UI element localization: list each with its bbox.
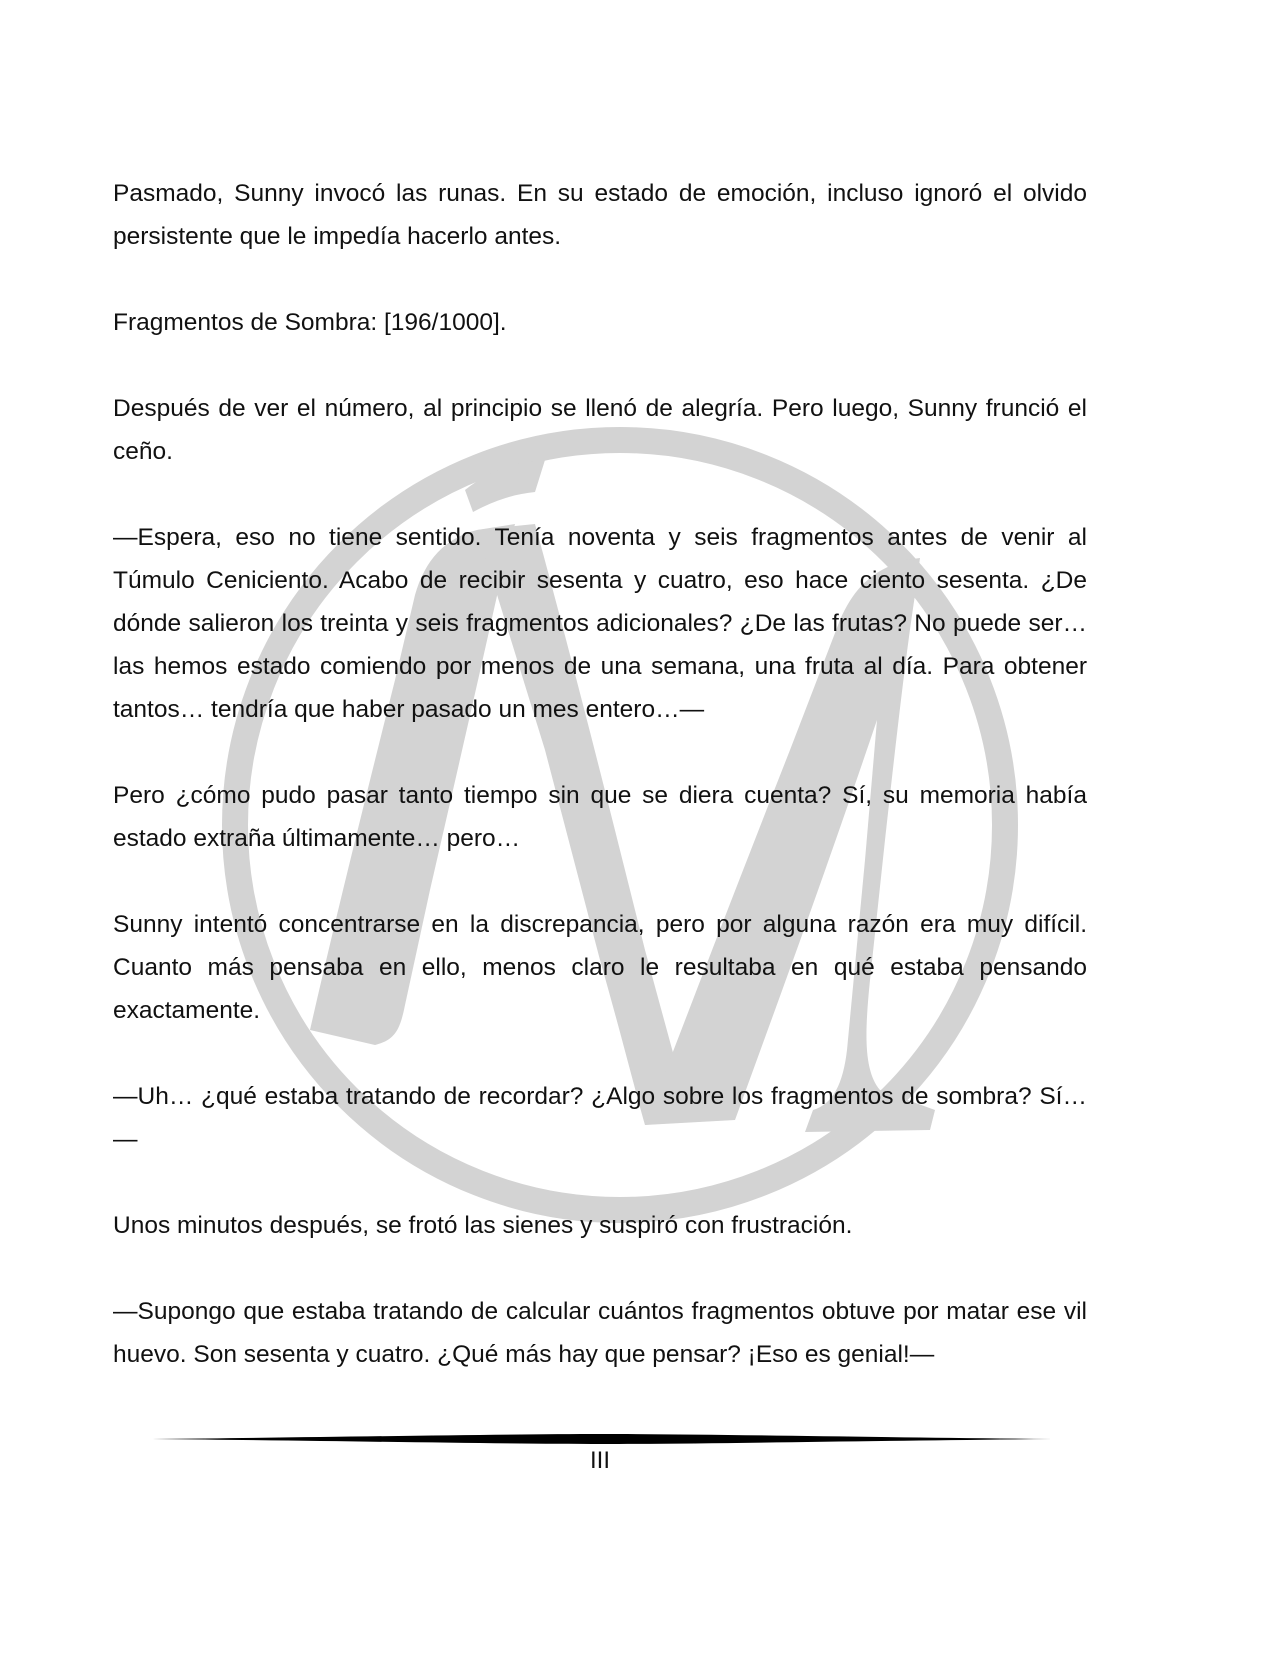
paragraph: Pasmado, Sunny invocó las runas. En su estado de emoción, incluso ignoró el olvido persistente que le impedía hacerlo antes. xyxy=(113,180,1087,250)
page-number: III xyxy=(589,1447,610,1474)
paragraph: Después de ver el número, al principio se llenó de alegría. Pero luego, Sunny frunció el ceño. xyxy=(113,395,1087,465)
paragraph: Unos minutos después, se frotó las sienes y suspiró con frustración. xyxy=(113,1212,853,1239)
paragraph: Pero ¿cómo pudo pasar tanto tiempo sin que se diera cuenta? Sí, su memoria había estado extraña últimamente… pero… xyxy=(113,782,1087,852)
paragraph: —Uh… ¿qué estaba tratando de recordar? ¿Algo sobre los fragmentos de sombra? Sí…— xyxy=(113,1083,1087,1153)
body-text xyxy=(113,172,1087,1419)
paragraph: —Espera, eso no tiene sentido. Tenía noventa y seis fragmentos antes de venir al Túmulo Ceniciento. Acabo de recibir sesenta y cuatro, eso hace ciento sesenta. ¿De dónde salieron los treinta y seis fragmentos adicionales? ¿De las frutas? No puede ser… las hemos estado comiendo por menos de una semana, una fruta al día. Para obtener tantos… tendría que haber pasado un mes entero…— xyxy=(113,524,1087,723)
paragraph: Sunny intentó concentrarse en la discrepancia, pero por alguna razón era muy difícil. Cuanto más pensaba en ello, menos claro le resultaba en qué estaba pensando exactamente. xyxy=(113,911,1087,1024)
footer-divider xyxy=(152,1434,1052,1444)
paragraph: —Supongo que estaba tratando de calcular cuántos fragmentos obtuve por matar ese vil huevo. Son sesenta y cuatro. ¿Qué más hay que pensar? ¡Eso es genial!— xyxy=(113,1298,1087,1368)
paragraph: Fragmentos de Sombra: [196/1000]. xyxy=(113,309,507,336)
